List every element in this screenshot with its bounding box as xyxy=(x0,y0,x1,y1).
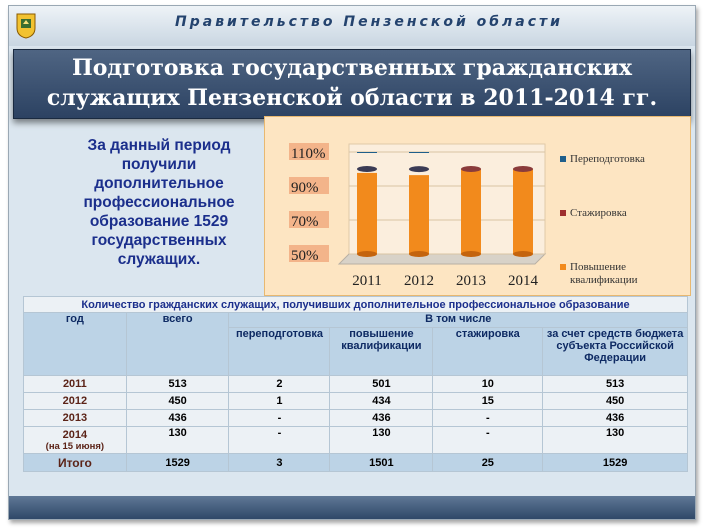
training-table xyxy=(23,296,688,472)
y-tick-label: 90% xyxy=(291,180,319,196)
cell-qualification: 436 xyxy=(330,410,433,427)
slide xyxy=(8,5,696,520)
cell-total: 513 xyxy=(126,376,229,393)
legend-swatch xyxy=(560,156,566,162)
y-tick-label: 110% xyxy=(291,146,326,162)
x-tick-label: 2011 xyxy=(352,273,382,289)
bar-cap xyxy=(357,166,377,172)
table-header-row xyxy=(24,313,688,328)
bar-base xyxy=(461,251,481,257)
cell-budget: 1529 xyxy=(543,454,688,472)
table-row xyxy=(24,410,688,427)
bar-base xyxy=(513,251,533,257)
header-band xyxy=(9,6,695,46)
bar-segment xyxy=(513,169,533,254)
intro-line: получили xyxy=(121,156,197,173)
intro-text xyxy=(49,136,269,269)
year-value: 2014 xyxy=(62,428,88,441)
header-budget: за счет средств бюджета субъекта Российской Федерации xyxy=(543,328,688,376)
header-retraining: переподготовка xyxy=(229,328,330,376)
cell-total: 450 xyxy=(126,393,229,410)
slide-title-line-1: Подготовка государственных гражданских xyxy=(71,55,632,81)
cell-total: 436 xyxy=(126,410,229,427)
header-qualification: повышение квалификации xyxy=(330,328,433,376)
government-title: Правительство Пензенской области xyxy=(175,14,563,30)
table-row xyxy=(24,427,688,454)
cell-internship: - xyxy=(433,410,543,427)
intro-line: дополнительное xyxy=(94,175,224,192)
cell-retraining: 3 xyxy=(229,454,330,472)
intro-line: государственных xyxy=(91,232,227,249)
header-internship: стажировка xyxy=(433,328,543,376)
cell-year xyxy=(24,427,127,454)
intro-line: За данный период xyxy=(87,137,231,154)
bar-cap xyxy=(461,166,481,172)
y-tick-label: 50% xyxy=(291,248,319,264)
cell-total: 130 xyxy=(126,427,229,454)
slide-title-line-2: служащих Пензенской области в 2011-2014 гг. xyxy=(46,85,658,111)
bar-segment xyxy=(409,175,429,254)
header-total: всего xyxy=(126,313,229,376)
cell-internship: 10 xyxy=(433,376,543,393)
training-table-container xyxy=(23,296,688,472)
cell-qualification: 501 xyxy=(330,376,433,393)
year-note: (на 15 июня) xyxy=(45,440,105,452)
legend-label: Стажировка xyxy=(570,207,627,219)
bar-segment xyxy=(357,173,377,254)
table-caption-row xyxy=(24,297,688,313)
y-tick-label: 70% xyxy=(291,214,319,230)
header-group: В том числе xyxy=(229,313,688,328)
bar-segment xyxy=(357,152,377,153)
cell-year: 2013 xyxy=(24,410,127,427)
coat-of-arms-icon xyxy=(15,12,37,39)
cell-internship: 25 xyxy=(433,454,543,472)
cell-budget: 450 xyxy=(543,393,688,410)
table-row xyxy=(24,376,688,393)
header-year: год xyxy=(24,313,127,376)
legend-label: Повышение квалификации xyxy=(570,261,638,286)
legend-label: Переподготовка xyxy=(570,153,645,165)
x-tick-label: 2013 xyxy=(456,273,486,289)
cell-qualification: 1501 xyxy=(330,454,433,472)
cell-qualification: 130 xyxy=(330,427,433,454)
table-row xyxy=(24,393,688,410)
chart-panel xyxy=(264,116,691,296)
bar-cap xyxy=(513,166,533,172)
cell-budget: 130 xyxy=(543,427,688,454)
slide-title xyxy=(13,49,691,119)
x-tick-label: 2012 xyxy=(404,273,434,289)
legend-swatch xyxy=(560,264,566,270)
cell-retraining: - xyxy=(229,410,330,427)
cell-retraining: 1 xyxy=(229,393,330,410)
bar-segment xyxy=(409,152,429,153)
cell-year: Итого xyxy=(24,454,127,472)
cell-year: 2011 xyxy=(24,376,127,393)
bar-cap xyxy=(409,166,429,172)
cell-internship: 15 xyxy=(433,393,543,410)
cell-qualification: 434 xyxy=(330,393,433,410)
cell-budget: 513 xyxy=(543,376,688,393)
legend-swatch xyxy=(560,210,566,216)
bar-base xyxy=(357,251,377,257)
intro-line: образование 1529 xyxy=(89,213,229,230)
cell-internship: - xyxy=(433,427,543,454)
bar-segment xyxy=(461,169,481,254)
cell-budget: 436 xyxy=(543,410,688,427)
table-caption: Количество гражданских служащих, получивших дополнительное профессиональное образование xyxy=(24,297,688,313)
intro-line: служащих. xyxy=(117,251,201,268)
cell-year: 2012 xyxy=(24,393,127,410)
x-tick-label: 2014 xyxy=(508,273,538,289)
cell-retraining: 2 xyxy=(229,376,330,393)
intro-line: профессиональное xyxy=(83,194,235,211)
bar-base xyxy=(409,251,429,257)
cell-retraining: - xyxy=(229,427,330,454)
cell-total: 1529 xyxy=(126,454,229,472)
bottom-bar xyxy=(9,496,695,519)
table-total-row xyxy=(24,454,688,472)
